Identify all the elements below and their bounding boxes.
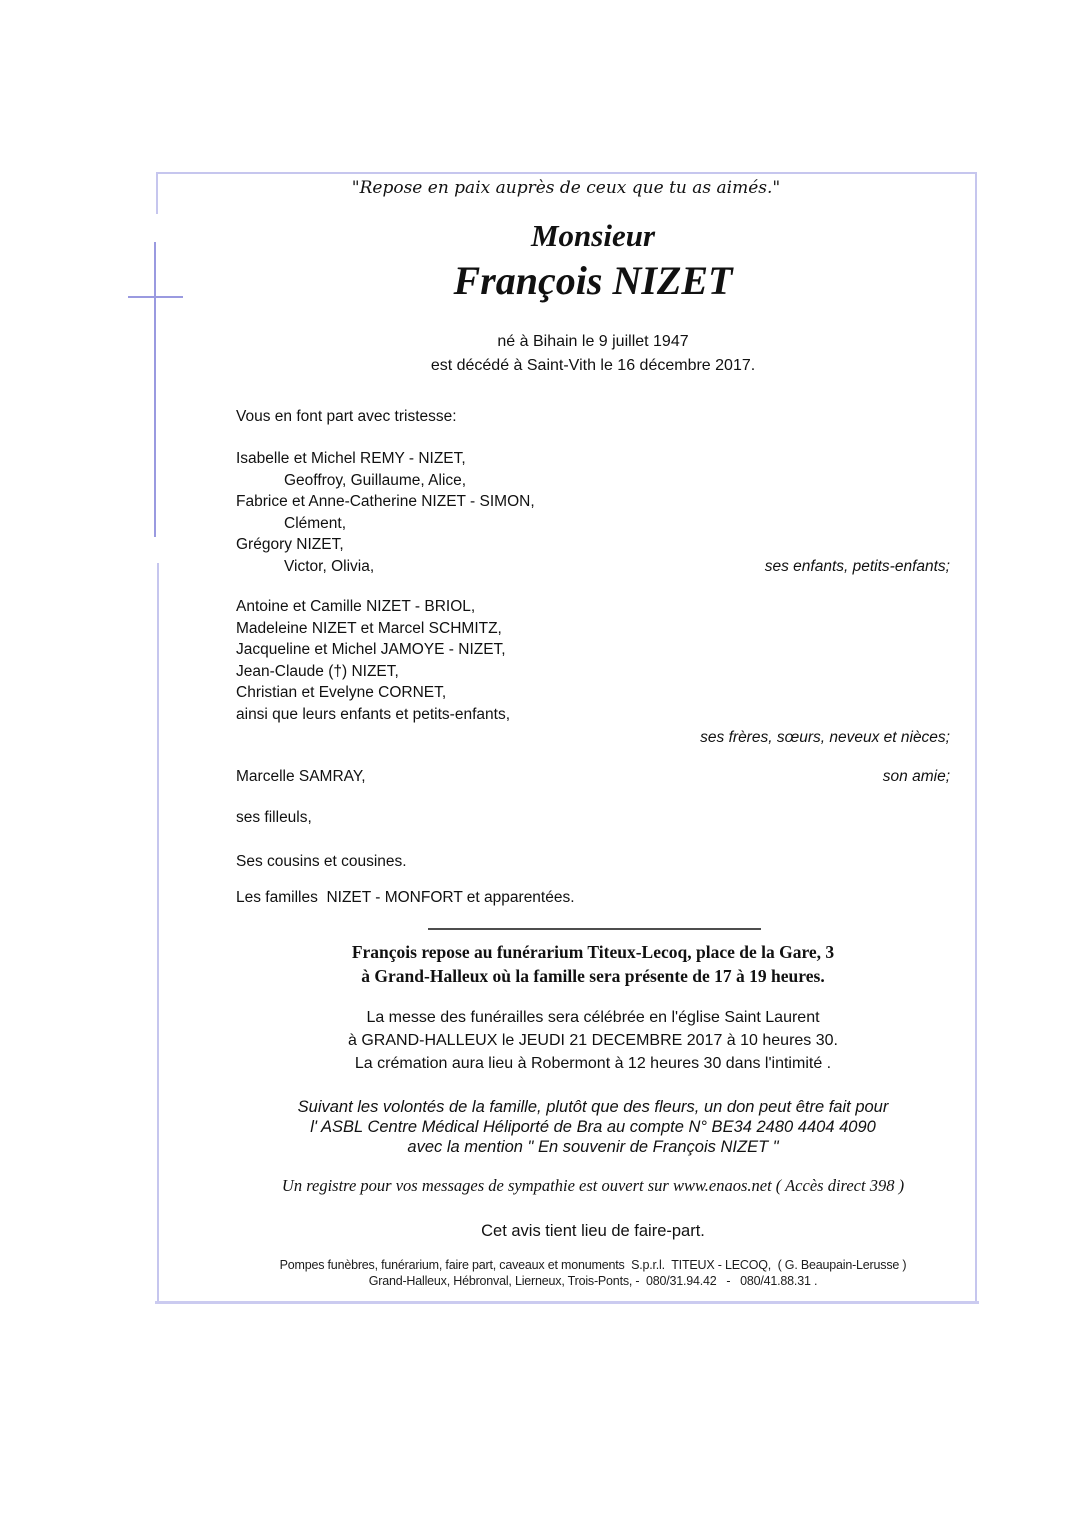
vital-dates — [236, 330, 950, 377]
family-line: Grégory NIZET, — [236, 536, 344, 553]
families-text: Les familles NIZET - MONFORT et apparentées. — [236, 889, 575, 906]
families-line — [236, 887, 950, 909]
footer-line: Pompes funèbres, funérarium, faire part, caveaux et monuments S.p.r.l. TITEUX - LECOQ, ( G. Beaupain-Lerusse ) — [279, 1258, 907, 1272]
section-divider-line — [428, 928, 761, 930]
godchildren-line — [236, 807, 950, 829]
siblings-relation-label: ses frères, sœurs, neveux et nièces; — [700, 729, 950, 746]
friend-relation-label: son amie; — [882, 768, 950, 785]
funeral-home-footer — [196, 1258, 990, 1289]
family-line: Antoine et Camille NIZET - BRIOL, — [236, 598, 476, 615]
friend-row — [236, 766, 950, 788]
cousins-line — [236, 851, 950, 873]
civility-title: Monsieur — [530, 218, 656, 253]
family-line: Madeleine NIZET et Marcel SCHMITZ, — [236, 619, 502, 637]
page-border-left-bottom-segment — [157, 563, 159, 1302]
footer-line: Grand-Halleux, Hébronval, Lierneux, Trois-Ponts, - 080/31.94.42 - 080/41.88.31 . — [368, 1273, 818, 1288]
mass-line: à GRAND-HALLEUX le JEUDI 21 DECEMBRE 2017 à 10 heures 30. — [348, 1032, 838, 1049]
family-line: Victor, Olivia, — [284, 557, 375, 575]
crop-mark-horizontal — [128, 296, 183, 298]
donation-line: Suivant les volontés de la famille, plutôt que des fleurs, un don peut être fait pour — [297, 1098, 889, 1116]
intro-line: Vous en font part avec tristesse: — [236, 408, 457, 425]
page-border-right — [975, 172, 977, 1302]
siblings-group — [236, 596, 950, 725]
godchildren-text: ses filleuls, — [236, 809, 312, 826]
page-border-top — [156, 172, 976, 174]
family-line: Christian et Evelyne CORNET, — [236, 684, 447, 701]
family-line: Jean-Claude (†) NIZET, — [236, 662, 399, 680]
mass-line: La crémation aura lieu à Robermont à 12 heures 30 dans l'intimité . — [354, 1055, 832, 1072]
family-line: ainsi que leurs enfants et petits-enfants, — [236, 705, 510, 723]
friend-name: Marcelle SAMRAY, — [236, 768, 366, 785]
crop-mark-vertical — [154, 242, 156, 537]
family-line: Jacqueline et Michel JAMOYE - NIZET, — [236, 641, 506, 658]
repose-line: François repose au funérarium Titeux-Lecoq, place de la Gare, 3 — [351, 942, 835, 962]
family-line: Clément, — [284, 514, 347, 532]
announcement-intro — [236, 406, 950, 428]
repose-line: à Grand-Halleux où la famille sera présente de 17 à 19 heures. — [361, 965, 825, 986]
children-relation-label: ses enfants, petits-enfants; — [764, 558, 950, 575]
donation-line: l' ASBL Centre Médical Héliporté de Bra au compte N° BE34 2480 4404 4090 — [310, 1118, 876, 1136]
deceased-name: François NIZET — [453, 258, 733, 303]
family-line: Geoffroy, Guillaume, Alice, — [284, 471, 467, 489]
death-line: est décédé à Saint-Vith le 16 décembre 2017. — [430, 356, 756, 374]
cousins-text: Ses cousins et cousines. — [236, 853, 407, 870]
register-line: Un registre pour vos messages de sympathie est ouvert sur www.enaos.net ( Accès direct 398 ) — [281, 1176, 905, 1195]
mass-line: La messe des funérailles sera célébrée en l'église Saint Laurent — [366, 1009, 820, 1026]
faire-part-notice: Cet avis tient lieu de faire-part. — [481, 1222, 705, 1240]
family-line: Fabrice et Anne-Catherine NIZET - SIMON, — [236, 493, 535, 510]
donation-line: avec la mention " En souvenir de François NIZET " — [407, 1138, 779, 1156]
birth-line: né à Bihain le 9 juillet 1947 — [497, 333, 689, 350]
repose-block — [236, 941, 950, 988]
donation-block — [236, 1097, 950, 1157]
family-line: Isabelle et Michel REMY - NIZET, — [236, 450, 466, 467]
page-border-bottom — [155, 1301, 979, 1304]
mass-block — [236, 1006, 950, 1075]
epitaph-quote: "Repose en paix auprès de ceux que tu as aimés." — [351, 178, 781, 198]
